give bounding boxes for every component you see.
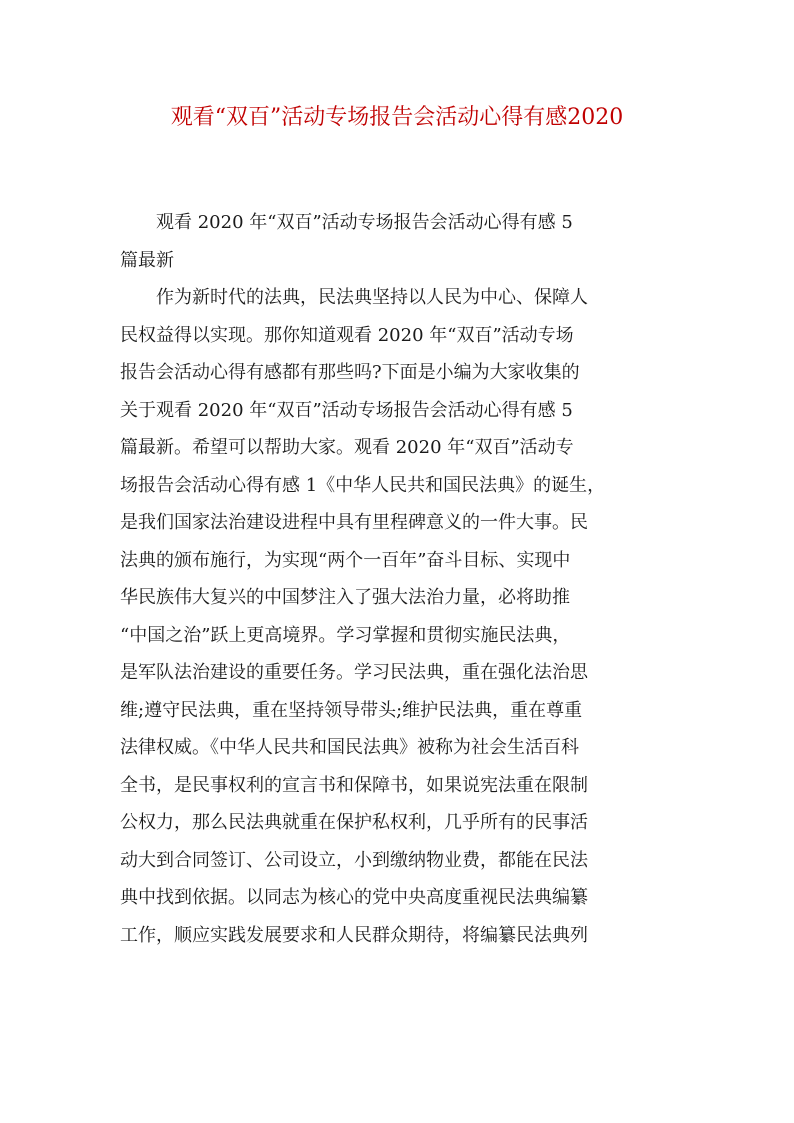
body-line: 是我们国家法治建设进程中具有里程碑意义的一件大事。民 [120, 512, 588, 533]
document-title: 观看“双百”活动专场报告会活动心得有感2020 [170, 105, 624, 130]
body-line: 民权益得以实现。那你知道观看 2020 年“双百”活动专场 [120, 324, 574, 346]
body-line: 法律权威。《中华人民共和国民法典》被称为社会生活百科 [120, 737, 579, 758]
body-line: 法典的颁布施行，为实现“两个一百年”奋斗目标、实现中 [120, 549, 571, 571]
body-line: 报告会活动心得有感都有那些吗?下面是小编为大家收集的 [120, 362, 580, 383]
body-line: 篇最新。希望可以帮助大家。观看 2020 年“双百”活动专 [120, 437, 574, 458]
subtitle-line: 篇最新 [120, 249, 174, 271]
body-line: 关于观看 2020 年“双百”活动专场报告会活动心得有感 5 [120, 399, 573, 421]
body-line: 工作，顺应实践发展要求和人民群众期待，将编纂民法典列 [120, 924, 588, 946]
body-line: 动大到合同签订、公司设立，小到缴纳物业费，都能在民法 [120, 849, 588, 871]
body-line: 作为新时代的法典，民法典坚持以人民为中心、保障人 [156, 287, 588, 308]
body-line: “中国之治”跃上更高境界。学习掌握和贯彻实施民法典， [120, 624, 571, 646]
document-body [120, 204, 676, 954]
body-line: 维;遵守民法典，重在坚持领导带头;维护民法典，重在尊重 [120, 699, 583, 721]
body-line: 全书，是民事权利的宣言书和保障书，如果说宪法重在限制 [120, 774, 588, 796]
subtitle-line: 观看 2020 年“双百”活动专场报告会活动心得有感 5 [156, 212, 573, 233]
body-line: 是军队法治建设的重要任务。学习民法典，重在强化法治思 [120, 662, 588, 683]
body-line: 场报告会活动心得有感 1《中华人民共和国民法典》的诞生， [120, 474, 606, 496]
subtitle-paragraph [120, 204, 676, 279]
body-line: 华民族伟大复兴的中国梦注入了强大法治力量，必将助推 [120, 587, 570, 608]
body-line: 公权力，那么民法典就重在保护私权利，几乎所有的民事活 [120, 812, 588, 833]
body-paragraph [120, 279, 676, 954]
body-line: 典中找到依据。以同志为核心的党中央高度重视民法典编纂 [120, 887, 588, 908]
